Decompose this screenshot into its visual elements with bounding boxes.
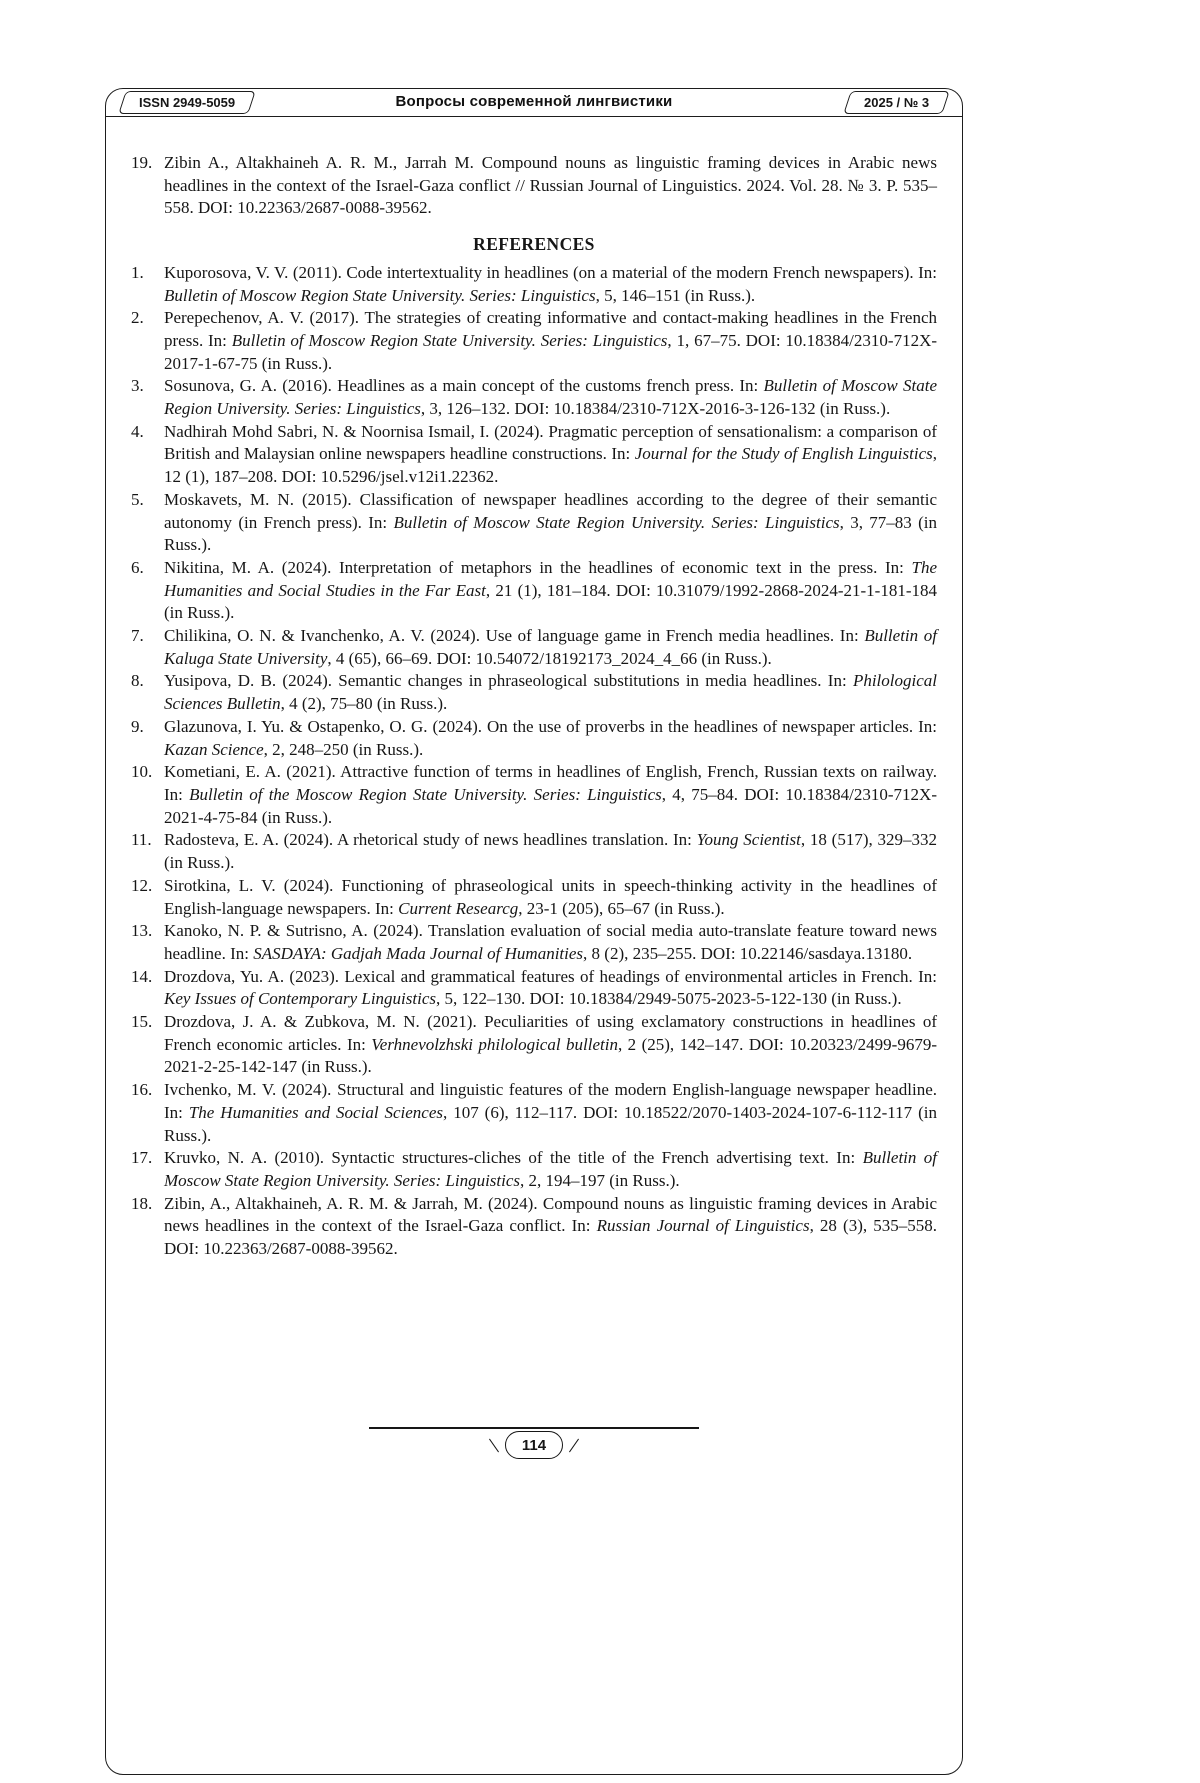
reference-text: , 107 (6), 112–117. DOI: 10.18522/2070-1403-2024-107-6-112-117 (in Russ.). (164, 1102, 938, 1145)
page-content (131, 116, 937, 1261)
reference-text: Drozdova, J. A. & Zubkova, M. N. (2021). Peculiarities of using exclamatory constructions in headlines of French economic articles. In: (164, 1012, 937, 1054)
journal-name-italic: Bulletin of Moscow State Region University. Series: Linguistics (164, 376, 937, 419)
journal-title: Вопросы современной лингвистики (395, 93, 673, 110)
journal-name-italic: Bulletin of Moscow Region State University. Series: Linguistics (164, 285, 596, 305)
references-list (131, 262, 937, 1261)
reference-number: 11. (131, 830, 152, 850)
journal-name-italic: Philological Sciences Bulletin (164, 671, 937, 714)
reference-text: , 8 (2), 235–255. DOI: 10.22146/sasdaya.13180. (583, 943, 913, 963)
footer-rule (369, 1427, 699, 1429)
reference-number: 8. (131, 671, 144, 691)
reference-text: , 3, 126–132. DOI: 10.18384/2310-712X-2016-3-126-132 (in Russ.). (420, 399, 891, 419)
journal-name-italic: Journal for the Study of English Linguistics (634, 444, 933, 464)
reference-item (131, 1079, 937, 1147)
page-number: 114 (521, 1437, 547, 1454)
reference-text: Glazunova, I. Yu. & Ostapenko, O. G. (2024). On the use of proverbs in the headlines of newspaper articles. In: (164, 716, 937, 736)
reference-number: 16. (131, 1080, 153, 1100)
journal-name-italic: Current Researcg (398, 898, 519, 918)
footer-tick-left (489, 1438, 499, 1452)
issn-text: ISSN 2949-5059 (139, 95, 236, 110)
reference-item (131, 670, 937, 715)
reference-item (131, 716, 937, 761)
reference-item (131, 920, 937, 965)
reference-item (131, 489, 937, 557)
reference-item-19 (131, 152, 937, 220)
reference-text: , 23-1 (205), 65–67 (in Russ.). (518, 898, 725, 918)
reference-text: Kometiani, E. A. (2021). Attractive function of terms in headlines of English, French, Russian texts on railway. In: (164, 762, 937, 804)
journal-name-italic: Bulletin of Moscow State Region University. Series: Linguistics (164, 1148, 937, 1190)
reference-item (131, 421, 937, 489)
footer-tick-right (569, 1438, 579, 1452)
reference-text: Drozdova, Yu. A. (2023). Lexical and grammatical features of headings of environmental articles in French. In: (164, 966, 937, 986)
journal-name-italic: Key Issues of Contemporary Linguistics (164, 989, 436, 1009)
issue-text: 2025 / № 3 (863, 95, 929, 110)
reference-number: 14. (131, 966, 153, 986)
reference-text: Nikitina, M. A. (2024). Interpretation of metaphors in the headlines of economic text in the press. In: (164, 557, 912, 577)
reference-text: Ivchenko, M. V. (2024). Structural and linguistic features of the modern English-language newspaper headline. In: (164, 1080, 937, 1122)
reference-text: Zibin A., Altakhaineh A. R. M., Jarrah M. Compound nouns as linguistic framing devices in Arabic news headlines in the context of the Israel-Gaza conflict // Russian Journal of Linguistics. 2024. Vol. 28. № 3. P. 535–558. DOI: 10.22363/2687-0088-39562. (164, 153, 937, 218)
page-header (106, 89, 962, 117)
issue-badge (843, 91, 950, 114)
reference-number: 17. (131, 1148, 153, 1168)
reference-number: 15. (131, 1012, 153, 1032)
journal-name-italic: Bulletin of the Moscow Region State University. Series: Linguistics (189, 784, 662, 804)
reference-item (131, 1193, 937, 1261)
reference-number: 5. (131, 489, 144, 509)
reference-number: 13. (131, 921, 153, 941)
reference-text: , 21 (1), 181–184. DOI: 10.31079/1992-2868-2024-21-1-181-184 (in Russ.). (164, 580, 937, 623)
reference-text: , 2, 194–197 (in Russ.). (520, 1170, 680, 1190)
reference-number: 1. (131, 262, 144, 282)
reference-text: , 5, 146–151 (in Russ.). (595, 285, 756, 305)
reference-text: Moskavets, M. N. (2015). Classification of newspaper headlines according to the degree of their semantic autonomy (in French press). In: (164, 489, 937, 532)
reference-text: , 2, 248–250 (in Russ.). (263, 739, 424, 759)
reference-number: 7. (131, 626, 144, 646)
reference-item (131, 1011, 937, 1079)
reference-item (131, 1147, 937, 1192)
reference-text: , 5, 122–130. DOI: 10.18384/2949-5075-2023-5-122-130 (in Russ.). (436, 989, 902, 1009)
references-heading: REFERENCES (473, 234, 595, 255)
reference-text: , 28 (3), 535–558. DOI: 10.22363/2687-0088-39562. (164, 1216, 937, 1259)
reference-text: , 1, 67–75. DOI: 10.18384/2310-712X-2017-1-67-75 (in Russ.). (164, 330, 938, 373)
reference-text: Nadhirah Mohd Sabri, N. & Noornisa Ismail, I. (2024). Pragmatic perception of sensationalism: a comparison of British and Malaysian online newspapers headline constructions. In: (164, 421, 937, 464)
reference-text: , 4 (65), 66–69. DOI: 10.54072/18192173_2024_4_66 (in Russ.). (327, 648, 772, 668)
journal-name-italic: Young Scientist (696, 830, 801, 850)
reference-text: , 4 (2), 75–80 (in Russ.). (280, 694, 448, 714)
journal-name-italic: Verhnevolzhski philological bulletin (371, 1034, 618, 1054)
page-footer (106, 1427, 962, 1459)
reference-item (131, 307, 937, 375)
reference-item (131, 262, 937, 307)
journal-name-italic: Bulletin of Moscow State Region University. Series: Linguistics (393, 512, 840, 532)
reference-number: 2. (131, 308, 144, 328)
reference-number: 3. (131, 376, 144, 396)
reference-text: Radosteva, E. A. (2024). A rhetorical study of news headlines translation. In: (164, 830, 697, 850)
reference-text: , 2 (25), 142–147. DOI: 10.20323/2499-9679-2021-2-25-142-147 (in Russ.). (164, 1034, 937, 1077)
reference-text: Perepechenov, A. V. (2017). The strategies of creating informative and contact-making headlines in the French press. In: (164, 308, 937, 350)
journal-name-italic: Bulletin of Moscow Region State University. Series: Linguistics (231, 330, 668, 350)
reference-item (131, 375, 937, 420)
reference-text: Kruvko, N. A. (2010). Syntactic structures-cliches of the title of the French advertising text. In: (164, 1148, 863, 1168)
reference-number: 12. (131, 875, 153, 895)
reference-item (131, 761, 937, 829)
journal-name-italic: Kazan Science (164, 739, 264, 759)
journal-name-italic: SASDAYA: Gadjah Mada Journal of Humanities (253, 943, 584, 963)
page-number-row (483, 1431, 585, 1459)
reference-number: 4. (131, 421, 144, 441)
reference-item (131, 829, 937, 874)
reference-number: 10. (131, 762, 153, 782)
reference-text: Yusipova, D. B. (2024). Semantic changes in phraseological substitutions in media headlines. In: (164, 671, 853, 691)
reference-text: , 3, 77–83 (in Russ.). (164, 512, 938, 555)
reference-item (131, 966, 937, 1011)
reference-text: Kuporosova, V. V. (2011). Code intertextuality in headlines (on a material of the modern French newspapers). In: (164, 262, 937, 282)
reference-text: Sirotkina, L. V. (2024). Functioning of phraseological units in speech-thinking activity in the headlines of English-language newspapers. In: (164, 875, 937, 918)
reference-number: 19. (131, 153, 153, 172)
journal-name-italic: The Humanities and Social Sciences (188, 1102, 444, 1122)
page-number-badge (505, 1431, 563, 1459)
reference-text: Kanoko, N. P. & Sutrisno, A. (2024). Translation evaluation of social media auto-translate feature toward news headline. In: (164, 921, 937, 963)
reference-text: , 4, 75–84. DOI: 10.18384/2310-712X-2021-4-75-84 (in Russ.). (164, 784, 937, 827)
reference-number: 18. (131, 1193, 153, 1213)
reference-text: Sosunova, G. A. (2016). Headlines as a main concept of the customs french press. In: (164, 376, 764, 396)
reference-text: , 12 (1), 187–208. DOI: 10.5296/jsel.v12i1.22362. (164, 444, 938, 487)
journal-name-italic: Bulletin of Kaluga State University (164, 626, 937, 668)
journal-name-italic: Russian Journal of Linguistics (596, 1216, 810, 1236)
reference-number: 6. (131, 557, 144, 577)
journal-page (105, 88, 963, 1775)
reference-item (131, 557, 937, 625)
reference-number: 9. (131, 716, 144, 736)
reference-item (131, 625, 937, 670)
reference-text: , 18 (517), 329–332 (in Russ.). (164, 830, 937, 873)
reference-text: Chilikina, O. N. & Ivanchenko, A. V. (2024). Use of language game in French media headlines. In: (164, 626, 865, 646)
reference-text: Zibin, A., Altakhaineh, A. R. M. & Jarrah, M. (2024). Compound nouns as linguistic framing devices in Arabic news headlines in the context of the Israel-Gaza conflict. In: (164, 1193, 937, 1236)
journal-name-italic: The Humanities and Social Studies in the Far East (164, 557, 937, 600)
reference-item (131, 875, 937, 920)
